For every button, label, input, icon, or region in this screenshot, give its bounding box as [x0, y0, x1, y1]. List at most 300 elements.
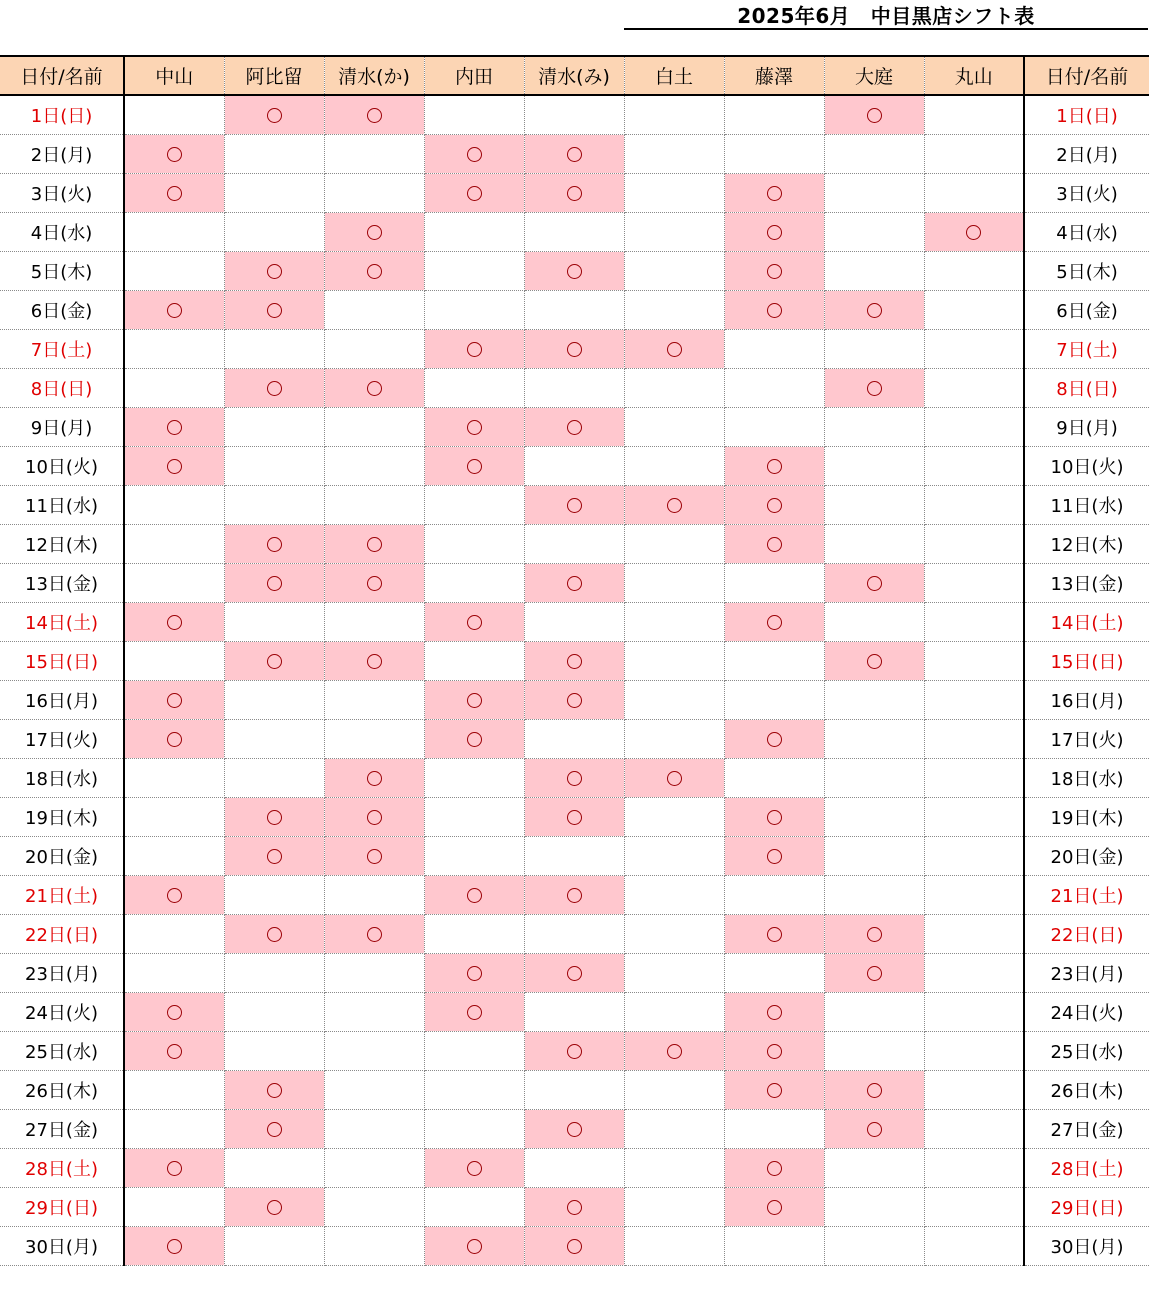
shift-cell[interactable]	[124, 720, 224, 759]
shift-cell[interactable]	[524, 525, 624, 564]
shift-cell[interactable]	[224, 720, 324, 759]
date-cell[interactable]: 4日(水)	[0, 213, 124, 252]
date-cell[interactable]: 10日(火)	[0, 447, 124, 486]
shift-cell[interactable]	[824, 642, 924, 681]
date-cell[interactable]: 1日(日)	[0, 95, 124, 135]
date-cell[interactable]: 20日(金)	[1024, 837, 1149, 876]
date-cell[interactable]: 9日(月)	[1024, 408, 1149, 447]
shift-cell[interactable]	[124, 798, 224, 837]
shift-cell[interactable]	[424, 876, 524, 915]
shift-cell[interactable]	[924, 1032, 1024, 1071]
shift-cell[interactable]	[824, 798, 924, 837]
shift-cell[interactable]	[424, 642, 524, 681]
shift-cell[interactable]	[424, 1188, 524, 1227]
shift-cell[interactable]	[724, 1227, 824, 1266]
date-cell[interactable]: 3日(火)	[1024, 174, 1149, 213]
shift-cell[interactable]	[724, 95, 824, 135]
shift-cell[interactable]	[324, 603, 424, 642]
date-cell[interactable]: 7日(土)	[0, 330, 124, 369]
shift-cell[interactable]	[224, 1227, 324, 1266]
shift-cell[interactable]	[224, 954, 324, 993]
shift-cell[interactable]	[624, 1188, 724, 1227]
shift-cell[interactable]	[524, 837, 624, 876]
shift-cell[interactable]	[824, 837, 924, 876]
shift-cell[interactable]	[724, 174, 824, 213]
header-staff-cell[interactable]: 中山	[124, 56, 224, 95]
shift-cell[interactable]	[124, 759, 224, 798]
shift-cell[interactable]	[324, 681, 424, 720]
shift-cell[interactable]	[724, 1149, 824, 1188]
shift-cell[interactable]	[524, 1149, 624, 1188]
shift-cell[interactable]	[624, 1149, 724, 1188]
shift-cell[interactable]	[624, 213, 724, 252]
shift-cell[interactable]	[524, 564, 624, 603]
shift-cell[interactable]	[824, 408, 924, 447]
shift-cell[interactable]	[224, 915, 324, 954]
shift-cell[interactable]	[924, 447, 1024, 486]
shift-cell[interactable]	[824, 1227, 924, 1266]
shift-cell[interactable]	[924, 564, 1024, 603]
shift-cell[interactable]	[224, 564, 324, 603]
shift-cell[interactable]	[124, 1071, 224, 1110]
shift-cell[interactable]	[524, 291, 624, 330]
shift-cell[interactable]	[824, 954, 924, 993]
date-cell[interactable]: 3日(火)	[0, 174, 124, 213]
shift-cell[interactable]	[424, 213, 524, 252]
shift-cell[interactable]	[524, 1188, 624, 1227]
shift-cell[interactable]	[324, 408, 424, 447]
date-cell[interactable]: 19日(木)	[1024, 798, 1149, 837]
shift-cell[interactable]	[224, 525, 324, 564]
date-cell[interactable]: 5日(木)	[1024, 252, 1149, 291]
date-cell[interactable]: 17日(火)	[0, 720, 124, 759]
shift-cell[interactable]	[224, 447, 324, 486]
date-cell[interactable]: 15日(日)	[1024, 642, 1149, 681]
shift-cell[interactable]	[324, 1149, 424, 1188]
shift-cell[interactable]	[424, 291, 524, 330]
shift-cell[interactable]	[724, 681, 824, 720]
shift-cell[interactable]	[424, 1227, 524, 1266]
shift-cell[interactable]	[824, 720, 924, 759]
shift-cell[interactable]	[824, 1110, 924, 1149]
shift-cell[interactable]	[724, 408, 824, 447]
shift-cell[interactable]	[124, 408, 224, 447]
shift-cell[interactable]	[124, 876, 224, 915]
shift-cell[interactable]	[624, 954, 724, 993]
shift-cell[interactable]	[324, 642, 424, 681]
shift-cell[interactable]	[224, 330, 324, 369]
shift-cell[interactable]	[324, 252, 424, 291]
shift-cell[interactable]	[424, 1071, 524, 1110]
shift-cell[interactable]	[624, 837, 724, 876]
date-cell[interactable]: 18日(水)	[1024, 759, 1149, 798]
shift-cell[interactable]	[224, 174, 324, 213]
header-staff-cell[interactable]: 丸山	[924, 56, 1024, 95]
shift-cell[interactable]	[224, 252, 324, 291]
shift-cell[interactable]	[424, 837, 524, 876]
date-cell[interactable]: 20日(金)	[0, 837, 124, 876]
shift-cell[interactable]	[124, 252, 224, 291]
shift-cell[interactable]	[324, 759, 424, 798]
shift-cell[interactable]	[324, 876, 424, 915]
shift-cell[interactable]	[724, 486, 824, 525]
date-cell[interactable]: 1日(日)	[1024, 95, 1149, 135]
shift-cell[interactable]	[124, 95, 224, 135]
date-cell[interactable]: 25日(水)	[1024, 1032, 1149, 1071]
date-cell[interactable]: 30日(月)	[0, 1227, 124, 1266]
shift-cell[interactable]	[424, 95, 524, 135]
date-cell[interactable]: 26日(木)	[1024, 1071, 1149, 1110]
shift-cell[interactable]	[524, 135, 624, 174]
shift-cell[interactable]	[224, 486, 324, 525]
shift-cell[interactable]	[124, 369, 224, 408]
shift-cell[interactable]	[624, 759, 724, 798]
shift-cell[interactable]	[924, 408, 1024, 447]
shift-cell[interactable]	[424, 174, 524, 213]
shift-cell[interactable]	[124, 525, 224, 564]
date-cell[interactable]: 13日(金)	[0, 564, 124, 603]
shift-cell[interactable]	[624, 915, 724, 954]
shift-cell[interactable]	[624, 486, 724, 525]
shift-cell[interactable]	[424, 252, 524, 291]
shift-cell[interactable]	[524, 915, 624, 954]
shift-cell[interactable]	[824, 1149, 924, 1188]
date-cell[interactable]: 25日(水)	[0, 1032, 124, 1071]
shift-cell[interactable]	[924, 720, 1024, 759]
shift-cell[interactable]	[124, 1032, 224, 1071]
shift-cell[interactable]	[124, 915, 224, 954]
shift-cell[interactable]	[724, 759, 824, 798]
date-cell[interactable]: 6日(金)	[0, 291, 124, 330]
shift-cell[interactable]	[924, 1110, 1024, 1149]
shift-cell[interactable]	[924, 525, 1024, 564]
shift-cell[interactable]	[524, 408, 624, 447]
shift-cell[interactable]	[124, 291, 224, 330]
shift-cell[interactable]	[124, 564, 224, 603]
shift-cell[interactable]	[624, 603, 724, 642]
shift-cell[interactable]	[824, 564, 924, 603]
header-staff-cell[interactable]: 大庭	[824, 56, 924, 95]
date-cell[interactable]: 9日(月)	[0, 408, 124, 447]
shift-cell[interactable]	[624, 1110, 724, 1149]
shift-cell[interactable]	[924, 993, 1024, 1032]
shift-cell[interactable]	[624, 1227, 724, 1266]
shift-cell[interactable]	[424, 447, 524, 486]
shift-cell[interactable]	[224, 798, 324, 837]
shift-cell[interactable]	[224, 603, 324, 642]
shift-cell[interactable]	[624, 174, 724, 213]
shift-cell[interactable]	[424, 564, 524, 603]
header-date-cell[interactable]: 日付/名前	[0, 56, 124, 95]
shift-cell[interactable]	[924, 213, 1024, 252]
shift-cell[interactable]	[824, 915, 924, 954]
shift-cell[interactable]	[524, 876, 624, 915]
shift-cell[interactable]	[524, 447, 624, 486]
shift-cell[interactable]	[424, 1110, 524, 1149]
shift-cell[interactable]	[224, 291, 324, 330]
shift-cell[interactable]	[824, 681, 924, 720]
shift-cell[interactable]	[924, 954, 1024, 993]
date-cell[interactable]: 24日(火)	[1024, 993, 1149, 1032]
header-date-cell[interactable]: 日付/名前	[1024, 56, 1149, 95]
shift-cell[interactable]	[824, 1071, 924, 1110]
shift-cell[interactable]	[724, 603, 824, 642]
shift-cell[interactable]	[524, 1110, 624, 1149]
shift-cell[interactable]	[524, 1032, 624, 1071]
shift-cell[interactable]	[224, 993, 324, 1032]
shift-cell[interactable]	[824, 603, 924, 642]
shift-cell[interactable]	[124, 603, 224, 642]
shift-cell[interactable]	[424, 681, 524, 720]
shift-cell[interactable]	[824, 876, 924, 915]
shift-cell[interactable]	[724, 135, 824, 174]
date-cell[interactable]: 12日(木)	[1024, 525, 1149, 564]
date-cell[interactable]: 27日(金)	[1024, 1110, 1149, 1149]
shift-cell[interactable]	[324, 174, 424, 213]
shift-cell[interactable]	[224, 95, 324, 135]
shift-cell[interactable]	[124, 1110, 224, 1149]
shift-cell[interactable]	[524, 720, 624, 759]
shift-cell[interactable]	[324, 447, 424, 486]
shift-cell[interactable]	[724, 915, 824, 954]
shift-cell[interactable]	[624, 95, 724, 135]
shift-cell[interactable]	[324, 1188, 424, 1227]
shift-cell[interactable]	[924, 798, 1024, 837]
shift-cell[interactable]	[824, 1188, 924, 1227]
date-cell[interactable]: 29日(日)	[1024, 1188, 1149, 1227]
shift-cell[interactable]	[424, 915, 524, 954]
shift-cell[interactable]	[224, 1110, 324, 1149]
shift-cell[interactable]	[524, 252, 624, 291]
shift-cell[interactable]	[724, 876, 824, 915]
shift-cell[interactable]	[924, 759, 1024, 798]
shift-cell[interactable]	[524, 759, 624, 798]
date-cell[interactable]: 4日(水)	[1024, 213, 1149, 252]
shift-cell[interactable]	[824, 993, 924, 1032]
shift-cell[interactable]	[824, 135, 924, 174]
shift-cell[interactable]	[924, 174, 1024, 213]
shift-cell[interactable]	[324, 369, 424, 408]
shift-cell[interactable]	[724, 369, 824, 408]
shift-cell[interactable]	[524, 330, 624, 369]
shift-cell[interactable]	[324, 95, 424, 135]
shift-cell[interactable]	[924, 681, 1024, 720]
date-cell[interactable]: 21日(土)	[1024, 876, 1149, 915]
shift-cell[interactable]	[124, 681, 224, 720]
shift-cell[interactable]	[624, 135, 724, 174]
date-cell[interactable]: 24日(火)	[0, 993, 124, 1032]
shift-cell[interactable]	[124, 1149, 224, 1188]
shift-cell[interactable]	[624, 408, 724, 447]
shift-cell[interactable]	[624, 447, 724, 486]
shift-cell[interactable]	[624, 525, 724, 564]
shift-cell[interactable]	[824, 213, 924, 252]
shift-cell[interactable]	[324, 1110, 424, 1149]
shift-cell[interactable]	[324, 291, 424, 330]
shift-cell[interactable]	[324, 213, 424, 252]
shift-cell[interactable]	[924, 95, 1024, 135]
shift-cell[interactable]	[524, 1071, 624, 1110]
date-cell[interactable]: 5日(木)	[0, 252, 124, 291]
shift-cell[interactable]	[724, 252, 824, 291]
shift-cell[interactable]	[224, 1071, 324, 1110]
header-staff-cell[interactable]: 白土	[624, 56, 724, 95]
date-cell[interactable]: 19日(木)	[0, 798, 124, 837]
shift-cell[interactable]	[324, 837, 424, 876]
shift-cell[interactable]	[924, 135, 1024, 174]
shift-cell[interactable]	[624, 642, 724, 681]
shift-cell[interactable]	[424, 720, 524, 759]
date-cell[interactable]: 14日(土)	[1024, 603, 1149, 642]
date-cell[interactable]: 27日(金)	[0, 1110, 124, 1149]
date-cell[interactable]: 28日(土)	[1024, 1149, 1149, 1188]
shift-cell[interactable]	[624, 564, 724, 603]
shift-cell[interactable]	[924, 603, 1024, 642]
shift-cell[interactable]	[824, 174, 924, 213]
shift-cell[interactable]	[324, 720, 424, 759]
shift-cell[interactable]	[224, 759, 324, 798]
shift-cell[interactable]	[824, 486, 924, 525]
shift-cell[interactable]	[724, 642, 824, 681]
date-cell[interactable]: 12日(木)	[0, 525, 124, 564]
shift-cell[interactable]	[424, 993, 524, 1032]
shift-cell[interactable]	[724, 798, 824, 837]
shift-cell[interactable]	[724, 720, 824, 759]
date-cell[interactable]: 14日(土)	[0, 603, 124, 642]
shift-cell[interactable]	[724, 447, 824, 486]
shift-cell[interactable]	[224, 1188, 324, 1227]
shift-cell[interactable]	[824, 291, 924, 330]
shift-cell[interactable]	[124, 642, 224, 681]
shift-cell[interactable]	[424, 1149, 524, 1188]
shift-cell[interactable]	[924, 486, 1024, 525]
date-cell[interactable]: 16日(月)	[1024, 681, 1149, 720]
date-cell[interactable]: 22日(日)	[1024, 915, 1149, 954]
shift-cell[interactable]	[124, 993, 224, 1032]
shift-cell[interactable]	[824, 447, 924, 486]
header-staff-cell[interactable]: 藤澤	[724, 56, 824, 95]
shift-cell[interactable]	[724, 837, 824, 876]
shift-cell[interactable]	[324, 798, 424, 837]
date-cell[interactable]: 30日(月)	[1024, 1227, 1149, 1266]
shift-cell[interactable]	[924, 1071, 1024, 1110]
shift-cell[interactable]	[124, 954, 224, 993]
header-staff-cell[interactable]: 内田	[424, 56, 524, 95]
shift-cell[interactable]	[324, 1227, 424, 1266]
shift-cell[interactable]	[924, 642, 1024, 681]
shift-cell[interactable]	[524, 798, 624, 837]
shift-cell[interactable]	[524, 95, 624, 135]
shift-cell[interactable]	[124, 447, 224, 486]
shift-cell[interactable]	[924, 1149, 1024, 1188]
shift-cell[interactable]	[924, 330, 1024, 369]
header-staff-cell[interactable]: 清水(み)	[524, 56, 624, 95]
shift-cell[interactable]	[424, 603, 524, 642]
shift-cell[interactable]	[924, 291, 1024, 330]
date-cell[interactable]: 23日(月)	[1024, 954, 1149, 993]
shift-cell[interactable]	[524, 213, 624, 252]
shift-cell[interactable]	[624, 330, 724, 369]
shift-cell[interactable]	[324, 330, 424, 369]
date-cell[interactable]: 10日(火)	[1024, 447, 1149, 486]
shift-cell[interactable]	[124, 213, 224, 252]
date-cell[interactable]: 8日(日)	[0, 369, 124, 408]
shift-cell[interactable]	[724, 291, 824, 330]
shift-cell[interactable]	[524, 954, 624, 993]
date-cell[interactable]: 23日(月)	[0, 954, 124, 993]
shift-cell[interactable]	[824, 330, 924, 369]
shift-cell[interactable]	[524, 603, 624, 642]
date-cell[interactable]: 2日(月)	[0, 135, 124, 174]
shift-cell[interactable]	[524, 369, 624, 408]
shift-cell[interactable]	[124, 135, 224, 174]
shift-cell[interactable]	[624, 681, 724, 720]
shift-cell[interactable]	[624, 369, 724, 408]
shift-cell[interactable]	[224, 408, 324, 447]
shift-cell[interactable]	[824, 759, 924, 798]
shift-cell[interactable]	[324, 525, 424, 564]
shift-cell[interactable]	[324, 993, 424, 1032]
shift-cell[interactable]	[224, 1032, 324, 1071]
date-cell[interactable]: 11日(水)	[1024, 486, 1149, 525]
shift-cell[interactable]	[924, 915, 1024, 954]
shift-cell[interactable]	[524, 486, 624, 525]
shift-cell[interactable]	[224, 369, 324, 408]
shift-cell[interactable]	[324, 954, 424, 993]
shift-cell[interactable]	[924, 1227, 1024, 1266]
header-staff-cell[interactable]: 清水(か)	[324, 56, 424, 95]
shift-cell[interactable]	[424, 954, 524, 993]
shift-cell[interactable]	[424, 369, 524, 408]
shift-cell[interactable]	[624, 291, 724, 330]
shift-cell[interactable]	[924, 876, 1024, 915]
shift-cell[interactable]	[724, 1032, 824, 1071]
shift-cell[interactable]	[624, 1032, 724, 1071]
date-cell[interactable]: 2日(月)	[1024, 135, 1149, 174]
shift-cell[interactable]	[324, 1032, 424, 1071]
shift-cell[interactable]	[824, 369, 924, 408]
shift-cell[interactable]	[224, 135, 324, 174]
shift-cell[interactable]	[124, 174, 224, 213]
shift-cell[interactable]	[624, 1071, 724, 1110]
shift-cell[interactable]	[124, 330, 224, 369]
date-cell[interactable]: 22日(日)	[0, 915, 124, 954]
shift-cell[interactable]	[324, 135, 424, 174]
shift-cell[interactable]	[224, 1149, 324, 1188]
shift-cell[interactable]	[424, 759, 524, 798]
shift-cell[interactable]	[424, 408, 524, 447]
shift-cell[interactable]	[924, 837, 1024, 876]
shift-cell[interactable]	[724, 1071, 824, 1110]
shift-cell[interactable]	[724, 525, 824, 564]
shift-cell[interactable]	[124, 837, 224, 876]
shift-cell[interactable]	[824, 525, 924, 564]
shift-cell[interactable]	[424, 1032, 524, 1071]
shift-cell[interactable]	[724, 954, 824, 993]
shift-cell[interactable]	[824, 1032, 924, 1071]
date-cell[interactable]: 6日(金)	[1024, 291, 1149, 330]
date-cell[interactable]: 29日(日)	[0, 1188, 124, 1227]
shift-cell[interactable]	[924, 369, 1024, 408]
shift-cell[interactable]	[324, 564, 424, 603]
shift-cell[interactable]	[724, 564, 824, 603]
shift-cell[interactable]	[424, 525, 524, 564]
shift-cell[interactable]	[424, 798, 524, 837]
shift-cell[interactable]	[224, 642, 324, 681]
header-staff-cell[interactable]: 阿比留	[224, 56, 324, 95]
shift-cell[interactable]	[524, 993, 624, 1032]
date-cell[interactable]: 15日(日)	[0, 642, 124, 681]
